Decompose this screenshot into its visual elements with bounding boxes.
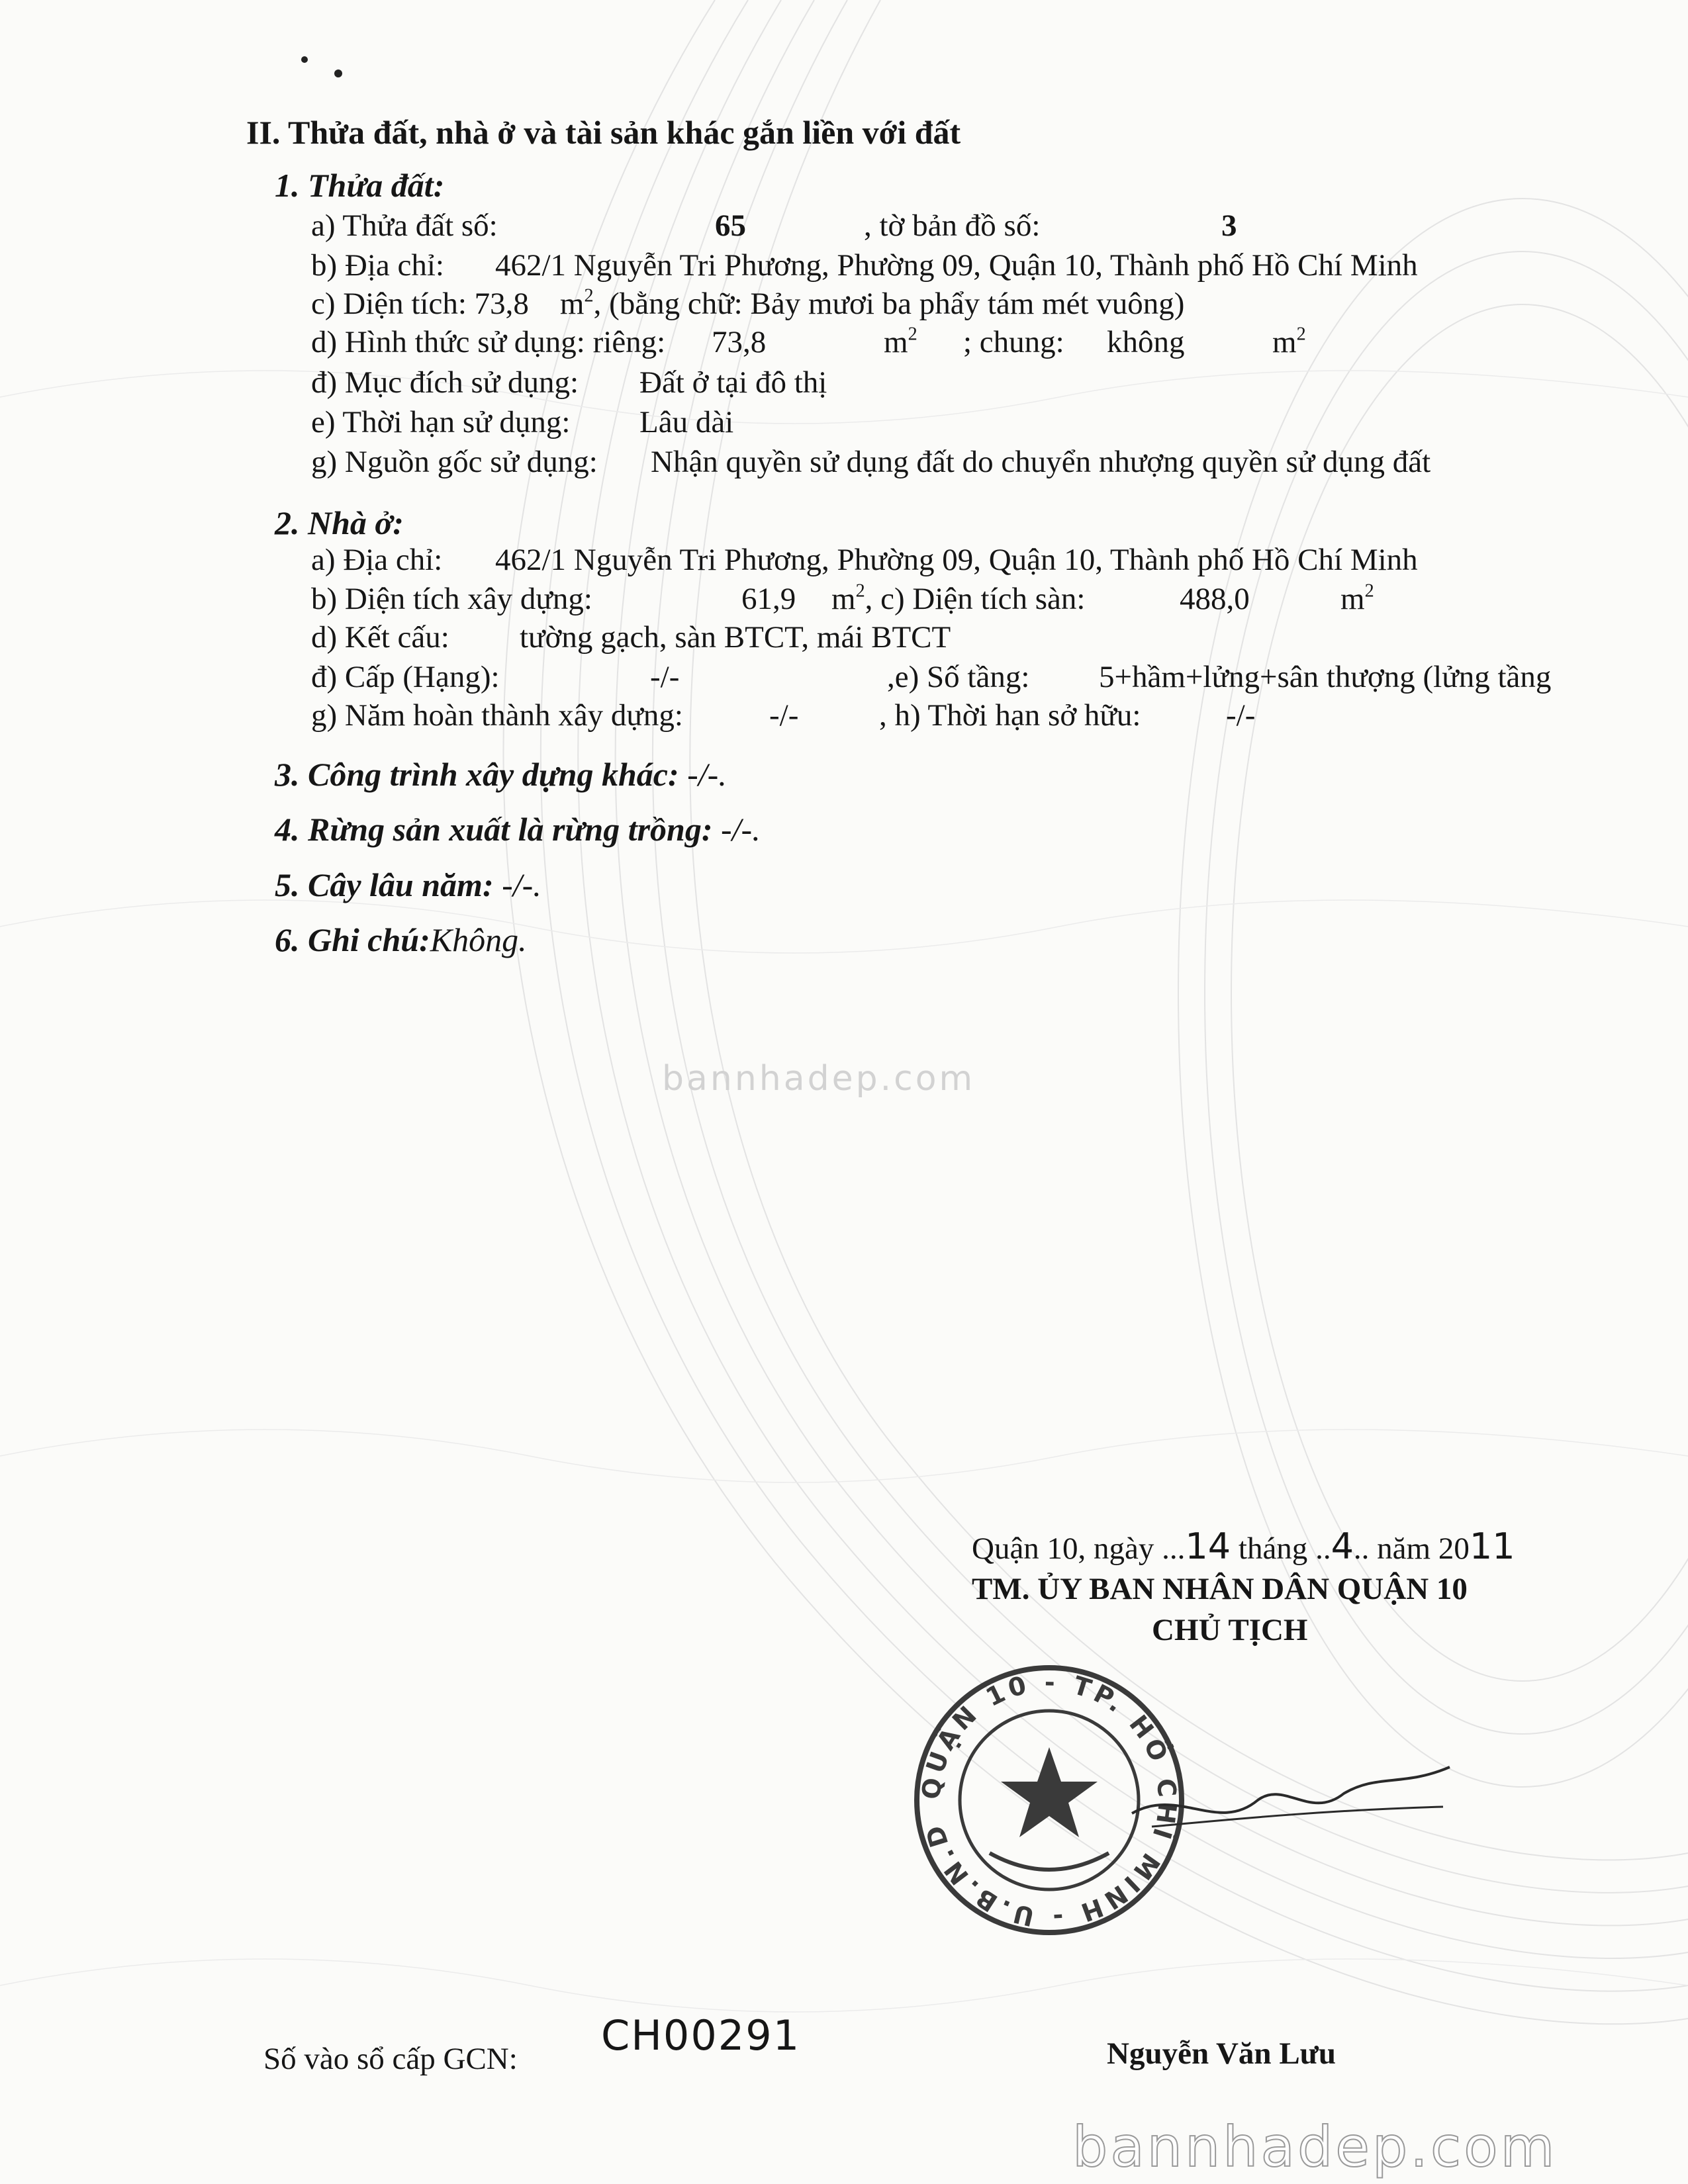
signature [1125,1747,1456,1840]
scan-speck [301,56,308,63]
date-dots: .. [1315,1531,1331,1566]
shared-value: không [1107,325,1185,359]
land-area-label: c) Diện tích: 73,8 [311,287,529,321]
perennial-trees-row [275,868,541,901]
house-address: 462/1 Nguyễn Tri Phương, Phường 09, Quận 10, Thành phố Hồ Chí Minh [495,543,1418,577]
term-value: Lâu dài [639,405,734,439]
land-area-unit: m [559,287,585,321]
land-address: 462/1 Nguyễn Tri Phương, Phường 09, Quận 10, Thành phố Hồ Chí Minh [495,248,1418,283]
map-sheet-label: , tờ bản đồ số: [864,208,1041,243]
floors-value: 5+hầm+lửng+sân thượng (lửng tầng [1099,660,1552,694]
house-heading: 2. Nhà ở: [275,504,404,541]
land-heading: 1. Thửa đất: [275,167,445,204]
production-forest-value: -/-. [721,811,761,848]
land-address-label: b) Địa chỉ: [311,248,444,283]
squared-sign: 2 [584,285,594,306]
grade-label: đ) Cấp (Hạng): [311,660,500,694]
section-title: II. Thửa đất, nhà ở và tài sản khác gắn liền với đất [246,114,961,151]
shared-unit-wrap [1272,324,1306,359]
grade-value: -/- [650,660,680,694]
land-area-words: , (bằng chữ: Bảy mươi ba phẩy tám mét vuông) [593,287,1185,321]
floor-area-label: , c) Diện tích sàn: [865,582,1086,616]
seal-text: QUẬN 10 - TP. HỒ CHÍ MINH - U.B.N.D [916,1667,1182,1933]
perennial-trees-heading: 5. Cây lâu năm: [275,866,494,903]
floor-area-unit: m [1340,582,1365,616]
usage-form-label: d) Hình thức sử dụng: riêng: [311,325,666,359]
year-built-value: -/- [769,698,799,733]
land-area-row [311,285,1185,321]
place-date-prefix: Quận 10, ngày [972,1531,1154,1566]
registry-number: CH00291 [601,2011,801,2060]
floor-area-unit-wrap [1340,580,1374,616]
floor-area: 488,0 [1180,582,1250,616]
scan-speck [334,69,342,77]
watermark-center: bannhadep.com [662,1059,976,1099]
structure-value: tường gạch, sàn BTCT, mái BTCT [520,620,951,655]
squared-sign: 2 [855,580,865,602]
date-dots: .. [1353,1531,1370,1566]
notes-row [275,923,527,956]
built-area-unit: m [831,582,856,616]
origin-value: Nhận quyền sử dụng đất do chuyển nhượng quyền sử dụng đất [651,445,1431,479]
position: CHỦ TỊCH [1152,1613,1308,1647]
term-label: e) Thời hạn sử dụng: [311,405,571,439]
production-forest-heading: 4. Rừng sản xuất là rừng trồng: [275,811,713,848]
origin-label: g) Nguồn gốc sử dụng: [311,445,598,479]
other-construction-heading: 3. Công trình xây dựng khác: [275,756,679,793]
built-area-label: b) Diện tích xây dựng: [311,582,592,616]
watermark-footer: bannhadep.com [1072,2115,1558,2179]
map-sheet-number: 3 [1221,208,1237,243]
handwritten-month: 4 [1331,1525,1354,1567]
place-date-line [972,1525,1515,1567]
private-area-unit-wrap [884,324,917,359]
notes-value: Không. [430,921,527,958]
handwritten-day: 14 [1185,1525,1231,1567]
date-dots: ... [1162,1531,1186,1566]
parcel-label: a) Thửa đất số: [311,208,498,243]
squared-sign: 2 [908,324,917,345]
structure-label: d) Kết cấu: [311,620,449,655]
ownership-term-label: , h) Thời hạn sở hữu: [879,698,1141,733]
month-label: tháng [1238,1531,1308,1566]
perennial-trees-value: -/-. [502,866,541,903]
private-area: 73,8 [712,325,767,359]
other-construction-value: -/-. [687,756,727,793]
shared-label: ; chung: [963,325,1064,359]
floors-label: ,e) Số tầng: [887,660,1030,694]
squared-sign: 2 [1364,580,1374,602]
year-built-label: g) Năm hoàn thành xây dựng: [311,698,683,733]
other-construction-row [275,758,727,791]
purpose-label: đ) Mục đích sử dụng: [311,365,579,400]
signer-name: Nguyễn Văn Lưu [1107,2036,1336,2071]
built-area: 61,9 [741,582,796,616]
shared-unit: m [1272,325,1297,359]
year-label: năm 20 [1377,1531,1470,1566]
authority: TM. ỦY BAN NHÂN DÂN QUẬN 10 [972,1572,1468,1606]
private-area-unit: m [884,325,908,359]
house-address-label: a) Địa chỉ: [311,543,443,577]
notes-heading: 6. Ghi chú: [275,921,430,958]
registry-label: Số vào sổ cấp GCN: [263,2042,518,2076]
parcel-number: 65 [715,208,746,243]
purpose-value: Đất ở tại đô thị [639,365,827,400]
built-area-unit-wrap [831,580,1086,616]
production-forest-row [275,813,761,846]
handwritten-year: 11 [1469,1525,1515,1567]
ownership-term-value: -/- [1226,698,1256,733]
squared-sign: 2 [1296,324,1306,345]
